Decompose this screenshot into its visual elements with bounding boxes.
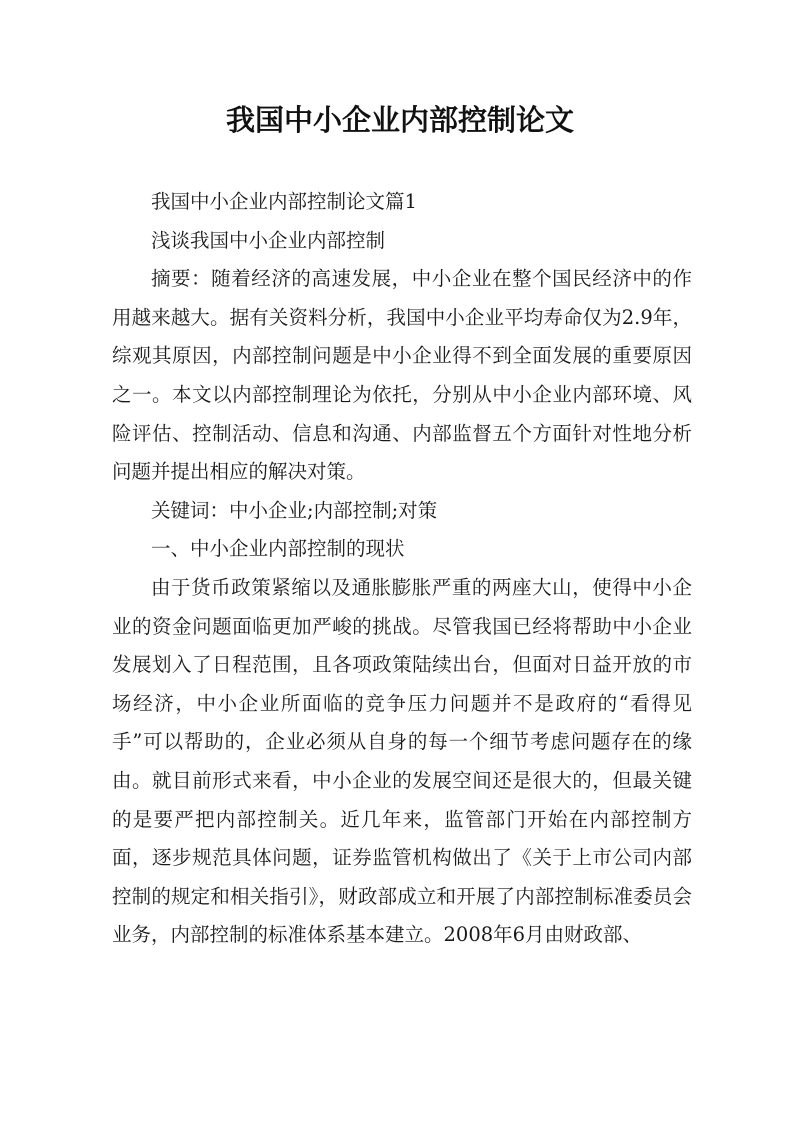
paragraph-keywords: 关键词：中小企业;内部控制;对策 bbox=[151, 498, 438, 522]
paragraph-subtitle: 浅谈我国中小企业内部控制 bbox=[151, 228, 386, 252]
document-body bbox=[112, 183, 692, 955]
paragraph-body-1: 由于货币政策紧缩以及通胀膨胀严重的两座大山，使得中小企业的资金问题面临更加严峻的挑战。尽管我国已经将帮助中小企业发展划入了日程范围，且各项政策陆续出台，但面对日益开放的市场经济，中小企业所面临的竞争压力问题并不是政府的“看得见手”可以帮助的，企业必须从自身的每一个细节考虑问题存在的缘由。就目前形式来看，中小企业的发展空间还是很大的，但最关键的是要严把内部控制关。近几年来，监管部门开始在内部控制方面，逐步规范具体问题，证券监管机构做出了《关于上市公司内部控制的规定和相关指引》，财政部成立和开展了内部控制标准委员会业务，内部控制的标准体系基本建立。2008年6月由财政部、 bbox=[112, 575, 692, 947]
paragraph-abstract: 摘要：随着经济的高速发展，中小企业在整个国民经济中的作用越来越大。据有关资料分析，我国中小企业平均寿命仅为2.9年，综观其原因，内部控制问题是中小企业得不到全面发展的重要原因之一。本文以内部控制理论为依托，分别从中小企业内部环境、风险评估、控制活动、信息和沟通、内部监督五个方面针对性地分析问题并提出相应的解决对策。 bbox=[112, 267, 692, 484]
paragraph-section-heading: 我国中小企业内部控制论文篇1 bbox=[151, 190, 417, 213]
document-title: 我国中小企业内部控制论文 bbox=[225, 103, 574, 137]
paragraph-heading-1: 一、中小企业内部控制的现状 bbox=[151, 537, 405, 561]
